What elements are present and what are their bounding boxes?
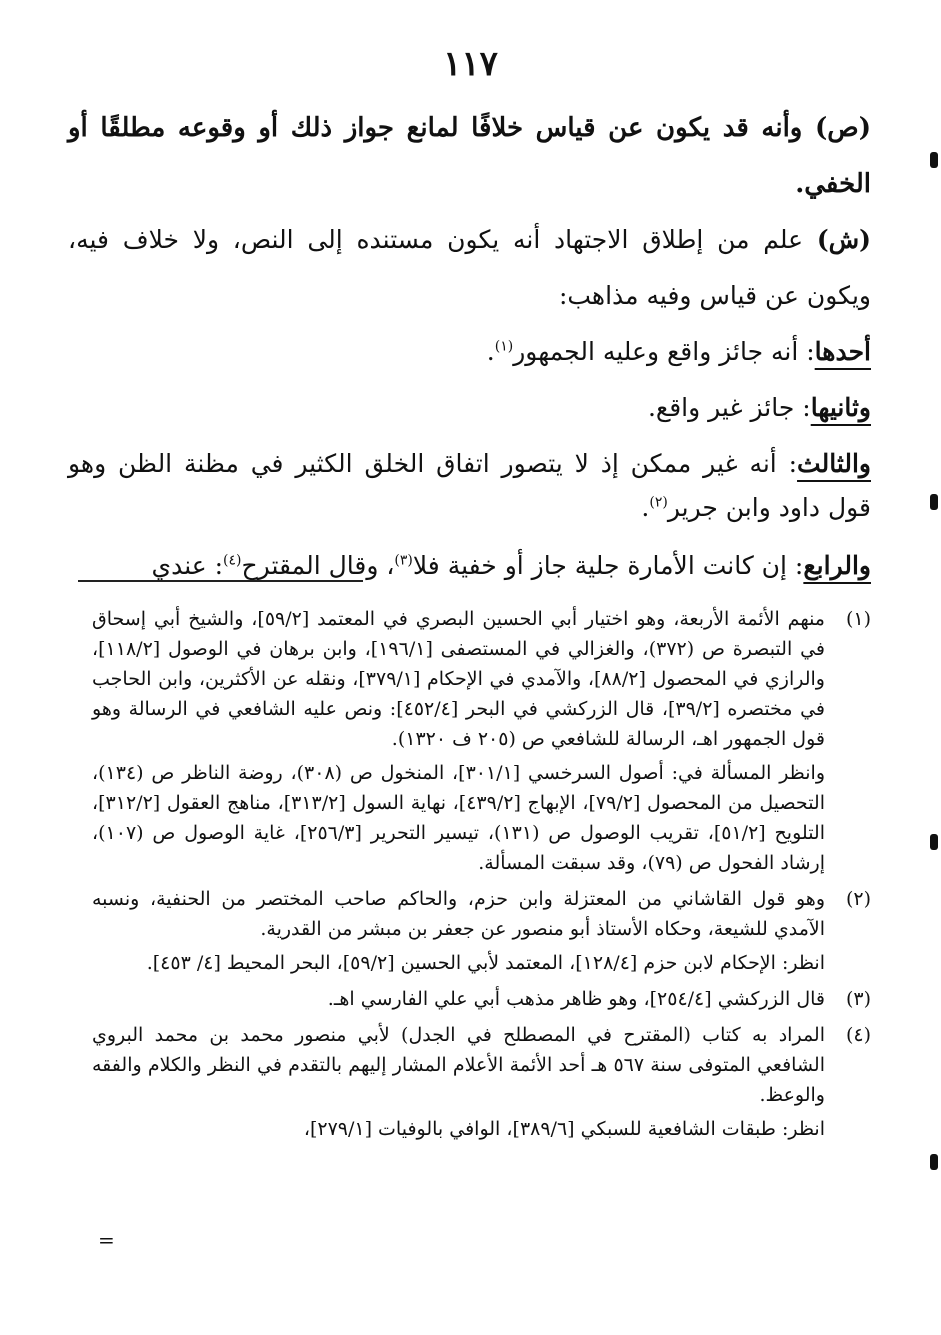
footnote-2 [92,884,871,978]
term-fourth: والرابع [803,551,871,580]
footnotes [92,604,871,1150]
margin-ink-mark [930,1154,938,1170]
sad-marker: (ص) [814,113,871,143]
fourth-text-b: ، وقال المقترح [241,551,395,580]
margin-ink-mark [930,834,938,850]
continuation-mark: = [98,1228,115,1252]
sad-text: وأنه قد يكون عن قياس خلافًا لمانع جواز ذلك أو وقوعه مطلقًا أو الخفي. [68,113,871,199]
footnote-ref-1: (١) [494,338,514,355]
footnote-1-text: منهم الأئمة الأربعة، وهو اختيار أبي الحسين البصري في المعتمد [٥٩/٢]، والشيخ أبي إسحاق في التبصرة ص (٣٧٢)، والغزالي في المستصفى [١٩٦/١]، وابن برهان في الوصول [١١٨/٢]، والرازي في المحصول [٨٨/٢]، والآمدي في الإحكام [٣٧٩/١]، ونقله عن الأكثرين، وابن الحاجب في مختصره [٣٩/٢]، قال الزركشي في البحر [٤٥٢/٤]: ونص عليه الشافعي في الرسالة وهو قول الجمهور اهـ، الرسالة للشافعي ص (٢٠٥ ف ١٣٢٠). [92,608,825,750]
footnote-4 [92,1020,871,1144]
footnote-3-number: (٣) [845,988,871,1010]
shin-text: علم من إطلاق الاجتهاد أنه يكون مستنده إلى النص، ولا خلاف فيه، ويكون عن قياس وفيه مذاهب: [68,225,871,310]
margin-ink-mark [930,494,938,510]
fourth-text-c: : عندي [151,551,224,580]
footnote-2-text: وهو قول القاشاني من المعتزلة وابن حزم، والحاكم صاحب المختصر من الحنفية، ونسبه الآمدي للشيعة، وحكاه الأستاذ أبو منصور عن جعفر بن مبشر من القدرية. [92,888,825,940]
paragraph-sad [68,100,871,212]
opinion-fourth [68,538,871,594]
footnote-1-references: وانظر المسألة في: أصول السرخسي [٣٠١/١]، المنخول ص (٣٠٨)، روضة الناظر ص (١٣٤)، التحصيل من المحصول [٧٩/٢]، الإبهاج [٤٣٩/٢]، نهاية السول [٣١٣/٢]، مناهج العقول [٣١٢/٢]، التلويح [٥١/٢]، تقريب الوصول ص (١٣١)، تيسير التحرير [٢٥٦/٣]، غاية الوصول ص (١٠٧)، إرشاد الفحول ص (٧٩)، وقد سبقت المسألة. [92,762,826,874]
opinion-first [68,324,871,380]
footnote-2-number: (٢) [845,888,871,910]
footnote-4-text: المراد به كتاب (المقترح في المصطلح في الجدل) لأبي منصور محمد بن محمد البروي الشافعي المتوفى سنة ٥٦٧ هـ أحد الأئمة الأعلام المشار إليهم بالتقدم في النظر والكلام والفقه والوعظ. [92,1024,825,1106]
footnote-4-number: (٤) [845,1024,871,1046]
footnote-1-number: (١) [845,608,871,630]
margin-ink-mark [930,152,938,168]
second-text: : جائز غير واقع. [647,393,811,422]
footnote-ref-3: (٣) [394,552,413,569]
term-second: وثانيها [810,393,871,422]
third-text: : أنه غير ممكن إذ لا يتصور اتفاق الخلق الكثير في مظنة الظن وهو قول داود وابن جرير [68,449,871,522]
paragraph-shin [68,212,871,324]
footnote-2-references: انظر: الإحكام لابن حزم [١٢٨/٤]، المعتمد لأبي الحسين [٥٩/٢]، البحر المحيط [٤/ ٤٥٣]. [146,952,825,974]
term-first: أحدها [814,337,871,366]
page-number: ١١٧ [443,44,498,84]
shin-marker: (ش) [816,225,871,254]
main-text [68,100,871,594]
first-end: . [486,337,495,366]
term-third: والثالث [797,449,871,478]
first-text: : أنه جائز واقع وعليه الجمهور [513,337,815,366]
footnote-1 [92,604,871,878]
third-end: . [641,493,650,522]
fourth-text-a: : إن كانت الأمارة جلية جاز أو خفية فلا [412,551,804,580]
opinion-second [68,380,871,436]
footnote-ref-2: (٢) [649,494,668,511]
footnote-ref-4: (٤) [223,552,242,569]
footnote-3-text: قال الزركشي [٢٥٤/٤]، وهو ظاهر مذهب أبي علي الفارسي اهـ. [327,988,825,1010]
opinion-third [68,442,871,530]
footnote-4-references: انظر: طبقات الشافعية للسبكي [٣٨٩/٦]، الوافي بالوفيات [٢٧٩/١]، [303,1118,825,1140]
footnote-separator [78,580,363,582]
footnote-3 [92,984,871,1014]
